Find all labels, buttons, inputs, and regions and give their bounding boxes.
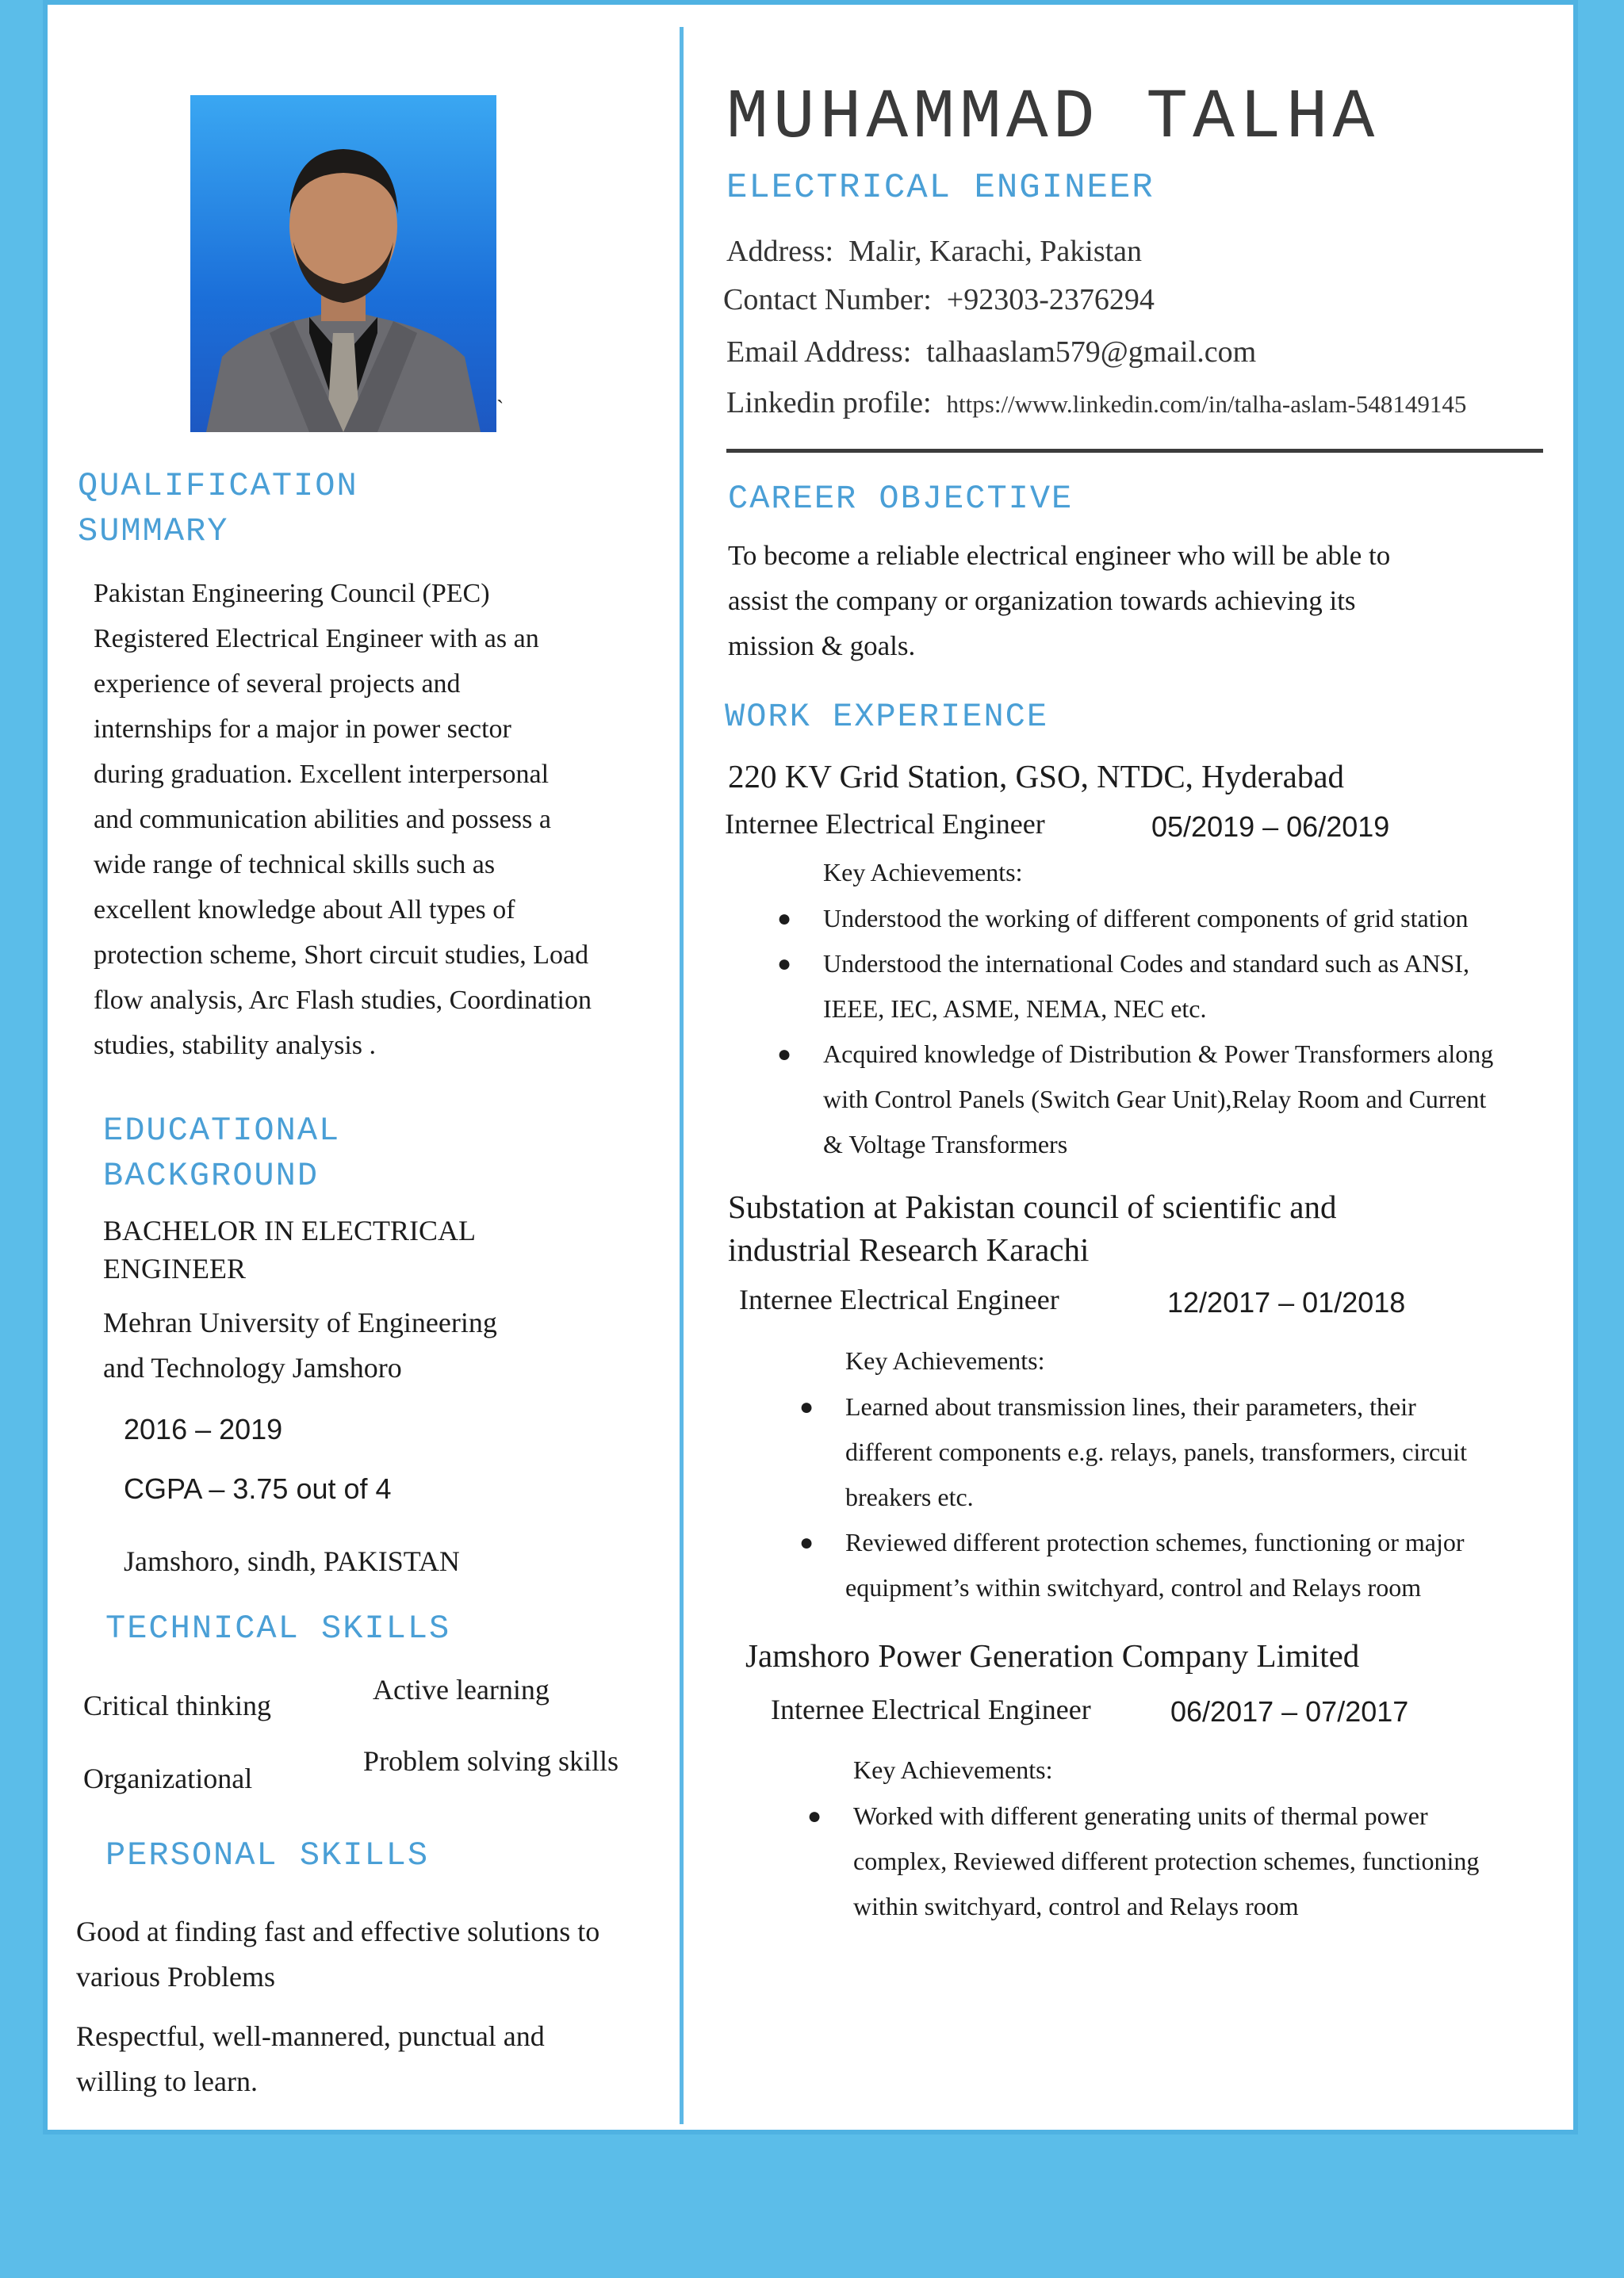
bullet-icon: ● (777, 905, 792, 932)
achievement-text: Understood the international Codes and standard such as ANSI, (823, 949, 1469, 978)
career-line: To become a reliable electrical engineer who will be able to (728, 540, 1391, 571)
technical-skills-heading: TECHNICAL SKILLS (105, 1610, 451, 1648)
personal-skill-line: Good at finding fast and effective solutions to (76, 1916, 600, 1947)
job3-role: Internee Electrical Engineer (771, 1694, 1091, 1725)
achievement-text: with Control Panels (Switch Gear Unit),Relay Room and Current (823, 1085, 1487, 1113)
email-value[interactable]: talhaaslam579@gmail.com (926, 335, 1257, 369)
job3-achievements (807, 1794, 1480, 1929)
bullet-icon: ● (777, 1041, 792, 1067)
achievement-text: Learned about transmission lines, their parameters, their (845, 1392, 1416, 1421)
job2-key-achievements: Key Achievements: (845, 1346, 1045, 1375)
address-value: Malir, Karachi, Pakistan (848, 235, 1143, 268)
summary-line: internships for a major in power sector (94, 714, 511, 744)
achievement-text: IEEE, IEC, ASME, NEMA, NEC etc. (823, 994, 1207, 1023)
qualification-heading-line: QUALIFICATION (78, 467, 358, 505)
achievement-text: & Voltage Transformers (823, 1130, 1068, 1158)
candidate-name: MUHAMMAD TALHA (726, 79, 1380, 158)
achievement-text: different components e.g. relays, panels, transformers, circuit (845, 1438, 1468, 1466)
job2-company-line: industrial Research Karachi (728, 1231, 1090, 1268)
job-title: ELECTRICAL ENGINEER (726, 168, 1155, 208)
person-icon (190, 95, 496, 432)
tech-skill: Organizational (83, 1763, 253, 1794)
bullet-icon: ● (807, 1803, 822, 1829)
header-rule (726, 449, 1543, 453)
education-heading-line: BACKGROUND (103, 1157, 320, 1195)
career-line: assist the company or organization towards achieving its (728, 585, 1356, 616)
personal-skill-line: various Problems (76, 1961, 275, 1993)
job1-dates: 05/2019 – 06/2019 (1151, 810, 1390, 843)
job2-dates: 12/2017 – 01/2018 (1167, 1286, 1406, 1319)
list-item (845, 1430, 1467, 1475)
list-item (807, 1794, 1479, 1839)
summary-line: experience of several projects and (94, 669, 461, 699)
list-item (823, 986, 1493, 1032)
list-item (823, 1077, 1493, 1122)
personal-skill-line: Respectful, well-mannered, punctual and (76, 2020, 545, 2052)
qualification-heading (78, 464, 358, 554)
email-row (726, 335, 1256, 369)
address-row (726, 234, 1142, 269)
job2-company (728, 1185, 1336, 1271)
job1-key-achievements: Key Achievements: (823, 858, 1023, 886)
summary-line: excellent knowledge about All types of (94, 895, 515, 925)
contact-row (723, 282, 1155, 317)
linkedin-row (726, 385, 1466, 420)
list-item (853, 1884, 1479, 1929)
list-item (853, 1839, 1479, 1884)
degree-line: ENGINEER (103, 1253, 246, 1284)
achievement-text: Understood the working of different components of grid station (823, 904, 1469, 932)
bottom-band (0, 2179, 1624, 2278)
achievement-text: complex, Reviewed different protection schemes, functioning (853, 1847, 1480, 1875)
summary-line: Registered Electrical Engineer with as an (94, 624, 539, 653)
bullet-icon: ● (799, 1394, 814, 1420)
list-item (799, 1384, 1467, 1430)
achievement-text: Reviewed different protection schemes, functioning or major (845, 1528, 1465, 1556)
list-item (845, 1475, 1467, 1520)
job3-company: Jamshoro Power Generation Company Limited (745, 1637, 1360, 1674)
tech-skill: Problem solving skills (363, 1745, 619, 1777)
job1-company: 220 KV Grid Station, GSO, NTDC, Hyderabad (728, 758, 1345, 794)
job1-role: Internee Electrical Engineer (725, 808, 1045, 840)
achievement-text: within switchyard, control and Relays room (853, 1892, 1299, 1920)
personal-skills-heading: PERSONAL SKILLS (105, 1836, 430, 1874)
university-line: Mehran University of Engineering (103, 1307, 497, 1338)
list-item (777, 896, 1493, 941)
summary-line: flow analysis, Arc Flash studies, Coordination (94, 986, 592, 1015)
summary-line: and communication abilities and possess a (94, 805, 551, 834)
summary-line: protection scheme, Short circuit studies, Load (94, 940, 589, 970)
bullet-icon: ● (777, 951, 792, 977)
list-item (823, 1122, 1493, 1167)
email-label: Email Address: (726, 335, 912, 369)
contact-label: Contact Number: (723, 283, 932, 316)
list-item (777, 941, 1493, 986)
career-objective-heading: CAREER OBJECTIVE (728, 480, 1074, 518)
address-label: Address: (726, 235, 834, 268)
profile-photo (190, 95, 496, 432)
university-line: and Technology Jamshoro (103, 1352, 402, 1384)
job2-company-line: Substation at Pakistan council of scientific and (728, 1189, 1337, 1225)
career-line: mission & goals. (728, 630, 916, 661)
qualification-summary (94, 571, 665, 1068)
achievement-text: equipment’s within switchyard, control and Relays room (845, 1573, 1422, 1602)
qualification-heading-line: SUMMARY (78, 512, 229, 550)
column-divider (680, 27, 684, 2124)
linkedin-link[interactable]: https://www.linkedin.com/in/talha-aslam-548149145 (946, 390, 1467, 418)
list-item (799, 1520, 1467, 1565)
list-item (777, 1032, 1494, 1077)
achievement-text: breakers etc. (845, 1483, 974, 1511)
job2-role: Internee Electrical Engineer (739, 1284, 1059, 1315)
contact-value: +92303-2376294 (946, 283, 1155, 316)
stray-mark: ` (496, 396, 504, 421)
linkedin-label: Linkedin profile: (726, 386, 932, 419)
university (103, 1300, 497, 1391)
summary-line: wide range of technical skills such as (94, 850, 496, 879)
bullet-icon: ● (799, 1530, 814, 1556)
education-years: 2016 – 2019 (124, 1413, 283, 1445)
personal-skill (76, 1909, 599, 2000)
education-heading (103, 1108, 340, 1199)
career-objective-text (728, 533, 1390, 668)
degree-line: BACHELOR IN ELECTRICAL (103, 1215, 476, 1246)
list-item (845, 1565, 1467, 1610)
tech-skill: Active learning (373, 1674, 550, 1706)
degree (103, 1212, 476, 1288)
job3-key-achievements: Key Achievements: (853, 1755, 1053, 1784)
summary-line: Pakistan Engineering Council (PEC) (94, 579, 490, 608)
education-location: Jamshoro, sindh, PAKISTAN (124, 1545, 460, 1577)
education-heading-line: EDUCATIONAL (103, 1112, 341, 1150)
summary-line: during graduation. Excellent interpersonal (94, 760, 550, 789)
achievement-text: Worked with different generating units of thermal power (853, 1801, 1428, 1830)
personal-skill-line: willing to learn. (76, 2066, 258, 2097)
education-cgpa: CGPA – 3.75 out of 4 (124, 1472, 392, 1505)
work-experience-heading: WORK EXPERIENCE (725, 698, 1049, 736)
achievement-text: Acquired knowledge of Distribution & Power Transformers along (823, 1039, 1494, 1068)
job3-dates: 06/2017 – 07/2017 (1170, 1695, 1409, 1728)
tech-skill: Critical thinking (83, 1690, 271, 1721)
personal-skill (76, 2014, 545, 2104)
job1-achievements (777, 896, 1494, 1167)
summary-line: studies, stability analysis . (94, 1031, 377, 1060)
job2-achievements (799, 1384, 1468, 1610)
